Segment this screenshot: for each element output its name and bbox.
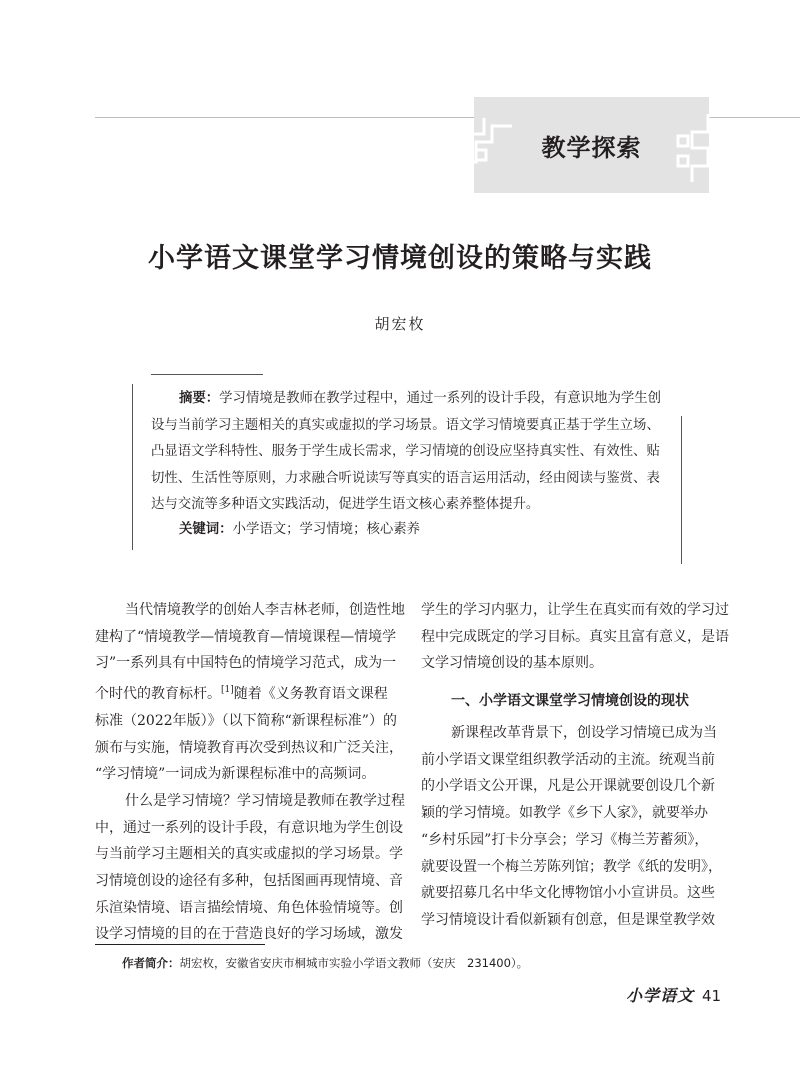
abstract-rule-right <box>681 416 682 564</box>
abstract-rule-top <box>151 374 263 375</box>
body-line: 什么是学习情境？学习情境是教师在教学过程 <box>125 792 405 809</box>
keywords-text: 小学语文；学习情境；核心素养 <box>232 522 421 537</box>
body-line: “乡村乐园”打卡分享会；学习《梅兰芳蓄须》， <box>421 831 709 848</box>
abstract <box>151 386 671 519</box>
body-line: 就要设置一个梅兰芳陈列馆；教学《纸的发明》， <box>421 858 722 875</box>
body-line: 设学习情境的目的在于营造良好的学习场域，激发 <box>95 926 403 943</box>
body-line: 与当前学习主题相关的真实或虚拟的学习场景。学 <box>95 846 403 863</box>
body-line: 个时代的教育标杆。 <box>95 686 221 703</box>
right-column-cont <box>421 720 726 934</box>
keywords <box>179 517 420 544</box>
body-line: 习情境创设的途径有多种，包括图画再现情境、音 <box>95 873 403 890</box>
body-line: 就要招募几名中华文化博物馆小小宣讲员。这些 <box>421 885 715 902</box>
body-line: 文学习情境创设的基本原则。 <box>421 655 603 672</box>
abstract-rule-left <box>132 384 133 550</box>
body-line: 的小学语文公开课，凡是公开课就要创设几个新 <box>421 778 715 795</box>
journal-name: 小学语文 <box>626 986 695 1005</box>
body-line: 当代情境教学的创始人李吉林老师，创造性地 <box>125 602 405 618</box>
body-line: 建构了“情境教学—情境教育—情境课程—情境学 <box>95 628 397 645</box>
body-line: 乐渲染情境、语言描绘情境、角色体验情境等。创 <box>95 899 403 916</box>
folio <box>626 983 721 1006</box>
keywords-label: 关键词： <box>179 522 233 537</box>
body-line: 标准（2022年版）》（以下简称“新课程标准”）的 <box>95 712 397 729</box>
body-line: 学生的学习内驱力，让学生在真实而有效的学习过 <box>421 602 729 618</box>
body-line: “学习情境”一词成为新课程标准中的高频词。 <box>95 766 376 783</box>
article-title: 小学语文课堂学习情境创设的策略与实践 <box>148 243 652 274</box>
author-bio <box>122 955 528 971</box>
body-line: 新课程改革背景下，创设学习情境已成为当 <box>451 725 717 741</box>
body-line: 颖的学习情境。如教学《乡下人家》，就要举办 <box>421 805 708 822</box>
body-line: 中，通过一系列的设计手段，有意识地为学生创设 <box>95 819 403 836</box>
body-line: 颁布与实施，情境教育再次受到热议和广泛关注， <box>95 739 403 756</box>
body-line: 学习情境设计看似新颖有创意，但是课堂教学效 <box>421 911 715 928</box>
right-column <box>421 597 729 677</box>
body-line: 习”一系列具有中国特色的情境学习范式，成为一 <box>95 655 397 672</box>
author-bio-label: 作者简介： <box>122 956 180 970</box>
section-title: 教学探索 <box>541 133 642 162</box>
article-author: 胡宏枚 <box>374 315 426 333</box>
body-line: 前小学语文课堂组织教学活动的主流。统观当前 <box>421 751 715 768</box>
header-rule-left <box>95 117 475 118</box>
abstract-label: 摘要： <box>179 391 220 406</box>
left-column <box>95 597 405 948</box>
abstract-text: 学习情境是教师在教学过程中，通过一系列的设计手段，有意识地为学生创设与当前学习主题相关的真实或虚拟的学习场景。语文学习情境要真正基于学生立场、凸显语文学科特性、服务于学生成长需求，学习情境的创设应坚持真实性、有效性、贴切性、生活性等原则，力求融合听说读写等真实的语言运用活动，经由阅读与鉴赏、表达与交流等多种语文实践活动，促进学生语文核心素养整体提升。 <box>151 391 662 512</box>
body-line: 随着《义务教育语文课程 <box>233 686 388 703</box>
author-bio-text: 胡宏枚，安徽省安庆市桐城市实验小学语文教师（安庆 231400）。 <box>179 956 529 970</box>
page-number: 41 <box>702 987 722 1005</box>
footnote-rule <box>95 944 265 945</box>
header-rule-right <box>709 117 800 118</box>
section-heading: 一、小学语文课堂学习情境创设的现状 <box>451 693 689 709</box>
body-line: 程中完成既定的学习目标。真实且富有意义，是语 <box>421 628 729 645</box>
citation-ref: [1] <box>221 685 234 696</box>
